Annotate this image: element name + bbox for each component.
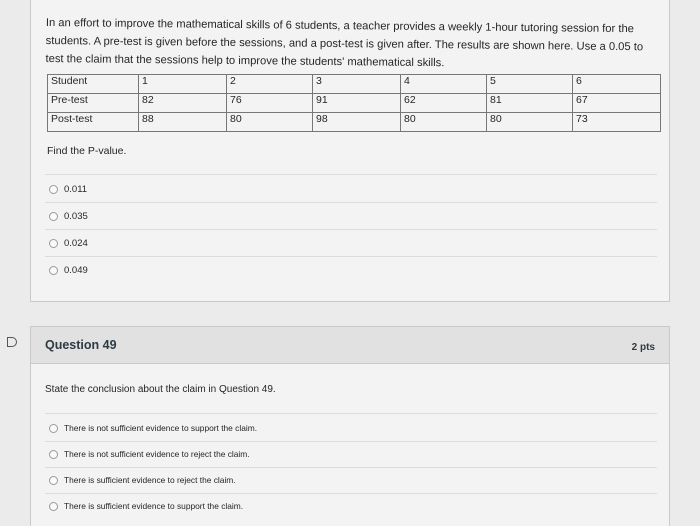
radio-button[interactable] [49, 450, 58, 459]
divider [45, 202, 657, 203]
answer-option-0011[interactable] [49, 184, 87, 195]
table-cell: 80 [487, 113, 573, 132]
table-cell: 98 [313, 113, 401, 132]
answer-option-not-sufficient-reject[interactable] [49, 449, 250, 459]
answer-option-sufficient-support[interactable] [49, 501, 243, 511]
table-row [48, 94, 661, 113]
radio-button[interactable] [49, 239, 58, 248]
answer-option-label: There is not sufficient evidence to support the claim. [64, 423, 258, 433]
answer-option-not-sufficient-support[interactable] [49, 423, 257, 433]
table-cell: 67 [573, 94, 661, 113]
table-row [48, 113, 661, 132]
radio-button[interactable] [49, 476, 58, 485]
question-49-header [31, 327, 669, 364]
table-cell: 2 [227, 75, 313, 94]
question-49-points: 2 pts [631, 342, 655, 353]
table-cell: 3 [313, 75, 401, 94]
divider [45, 467, 657, 468]
answer-option-sufficient-reject[interactable] [49, 475, 236, 485]
divider [45, 256, 657, 257]
question-49-prompt: State the conclusion about the claim in Question 49. [45, 384, 276, 395]
table-cell: Pre-test [48, 94, 139, 113]
answer-option-0024[interactable] [49, 238, 88, 249]
table-cell: 81 [487, 94, 573, 113]
question-48-instruction: Find the P-value. [47, 145, 127, 157]
table-cell: Post-test [48, 113, 139, 132]
question-48-prompt: In an effort to improve the mathematical skills of 6 students, a teacher provides a weekly 1-hour tutoring session for the students. A pre-test is given before the sessions, and a post-test is given after. The results are shown here. Use a 0.05 to test the claim that the sessions help to improve the students' mathematical skills. [45, 16, 644, 70]
radio-button[interactable] [49, 502, 58, 511]
table-cell: 76 [227, 94, 313, 113]
table-cell: 88 [139, 113, 227, 132]
answer-option-label: There is sufficient evidence to reject the claim. [64, 475, 236, 485]
table-cell: 4 [401, 75, 487, 94]
table-cell: Student [48, 75, 139, 94]
answer-option-label: There is not sufficient evidence to reject the claim. [64, 449, 250, 459]
table-cell: 80 [401, 113, 487, 132]
data-table [47, 74, 661, 132]
table-cell: 91 [313, 94, 401, 113]
table-cell: 82 [139, 94, 227, 113]
divider [45, 174, 657, 175]
table-cell: 5 [487, 75, 573, 94]
answer-option-0035[interactable] [49, 211, 88, 222]
table-cell: 73 [573, 113, 661, 132]
answer-option-label: 0.011 [64, 184, 88, 195]
divider [45, 229, 657, 230]
table-row [48, 75, 661, 94]
table-cell: 6 [573, 75, 661, 94]
question-49-card [30, 326, 670, 526]
divider [45, 441, 657, 442]
table-cell: 62 [401, 94, 487, 113]
radio-button[interactable] [49, 185, 58, 194]
radio-button[interactable] [49, 266, 58, 275]
answer-option-label: There is sufficient evidence to support the claim. [64, 501, 244, 511]
answer-option-label: 0.049 [64, 265, 88, 276]
table-cell: 1 [139, 75, 227, 94]
divider [45, 413, 657, 414]
answer-option-0049[interactable] [49, 265, 88, 276]
divider [45, 493, 657, 494]
question-48-card [30, 0, 670, 302]
flag-question-icon[interactable] [7, 337, 17, 347]
answer-option-label: 0.024 [64, 238, 88, 249]
question-49-title: Question 49 [45, 338, 117, 352]
radio-button[interactable] [49, 424, 58, 433]
table-cell: 80 [227, 113, 313, 132]
radio-button[interactable] [49, 212, 58, 221]
answer-option-label: 0.035 [64, 211, 88, 222]
